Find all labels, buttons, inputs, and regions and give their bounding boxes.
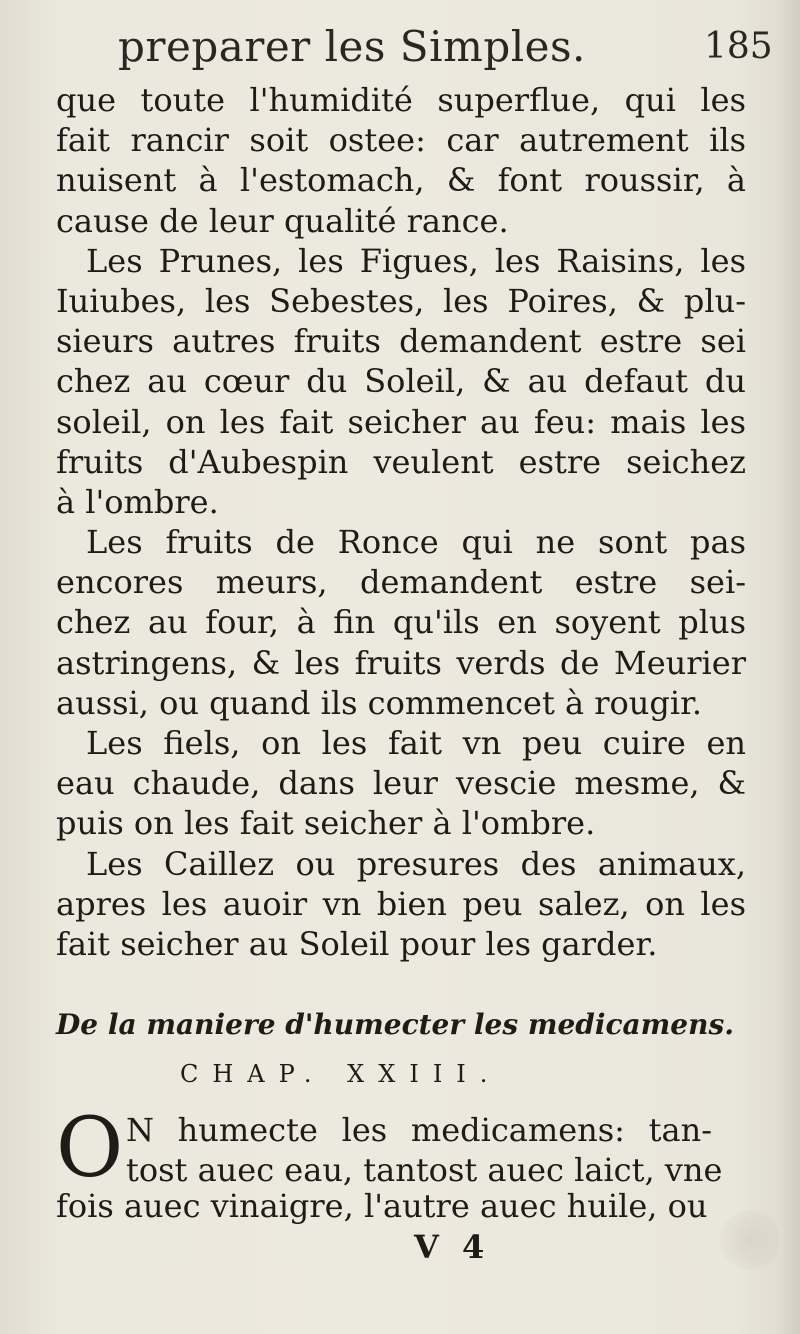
- page-number: 185: [704, 26, 773, 67]
- paragraph-4: [56, 723, 746, 844]
- signature-mark: V 4: [414, 1228, 491, 1266]
- text-line: Iuiubes, les Sebestes, les Poires, & plu-: [56, 281, 746, 320]
- text-line: soleil, on les fait seicher au feu: mais les: [56, 402, 746, 441]
- text-line: aussi, ou quand ils commencet à rougir.: [56, 683, 703, 722]
- text-line: fruits d'Aubespin veulent estre seichez: [56, 442, 746, 481]
- text-line: eau chaude, dans leur vescie mesme, &: [56, 764, 746, 803]
- drop-cap: O: [56, 1101, 124, 1196]
- text-line: puis on les fait seicher à l'ombre.: [56, 804, 596, 843]
- text-line: tost auec eau, tantost auec laict, vne: [126, 1151, 723, 1190]
- text-line: Les Prunes, les Figues, les Raisins, les: [86, 241, 746, 280]
- text-line: cause de leur qualité rance.: [56, 201, 509, 240]
- text-line: chez au four, à fin qu'ils en soyent plus: [56, 603, 746, 642]
- page-edge-shadow: [780, 0, 800, 1334]
- text-line: fait seicher au Soleil pour les garder.: [56, 924, 658, 963]
- text-line: N humecte les medicamens: tan-: [126, 1111, 712, 1149]
- paragraph-1: [56, 80, 746, 241]
- chapter-heading: CHAP. XXIII.: [180, 1060, 502, 1088]
- text-line: encores meurs, demandent estre sei-: [56, 563, 746, 602]
- dropcap-lines: [126, 1110, 723, 1190]
- text-line: à l'ombre.: [56, 482, 219, 521]
- text-line: Les fiels, on les fait vn peu cuire en: [86, 724, 746, 762]
- text-line: sieurs autres fruits demandent estre sei: [56, 322, 746, 361]
- text-line: Les Caillez ou presures des animaux,: [86, 844, 746, 883]
- paper-stain: [720, 1210, 780, 1270]
- section-title: De la maniere d'humecter les medicamens.: [56, 1008, 734, 1041]
- text-line: fois auec vinaigre, l'autre auec huile, ou: [56, 1187, 708, 1225]
- text-line: fait rancir soit ostee: car autrement ils: [56, 121, 746, 160]
- paragraph-2: [56, 241, 746, 522]
- text-line: que toute l'humidité superflue, qui les: [56, 81, 746, 119]
- running-title: preparer les Simples.: [118, 22, 586, 71]
- text-line: nuisent à l'estomach, & font roussir, à: [56, 161, 746, 200]
- paragraph-5: [56, 844, 746, 965]
- body-text: [56, 80, 746, 964]
- text-line: astringens, & les fruits verds de Meurier: [56, 643, 746, 682]
- running-head: [0, 14, 800, 74]
- closing-line-wrap: [56, 1186, 708, 1226]
- text-line: Les fruits de Ronce qui ne sont pas: [86, 523, 746, 562]
- paragraph-3: [56, 522, 746, 723]
- text-line: chez au cœur du Soleil, & au defaut du: [56, 362, 746, 401]
- text-line: apres les auoir vn bien peu salez, on les: [56, 884, 746, 923]
